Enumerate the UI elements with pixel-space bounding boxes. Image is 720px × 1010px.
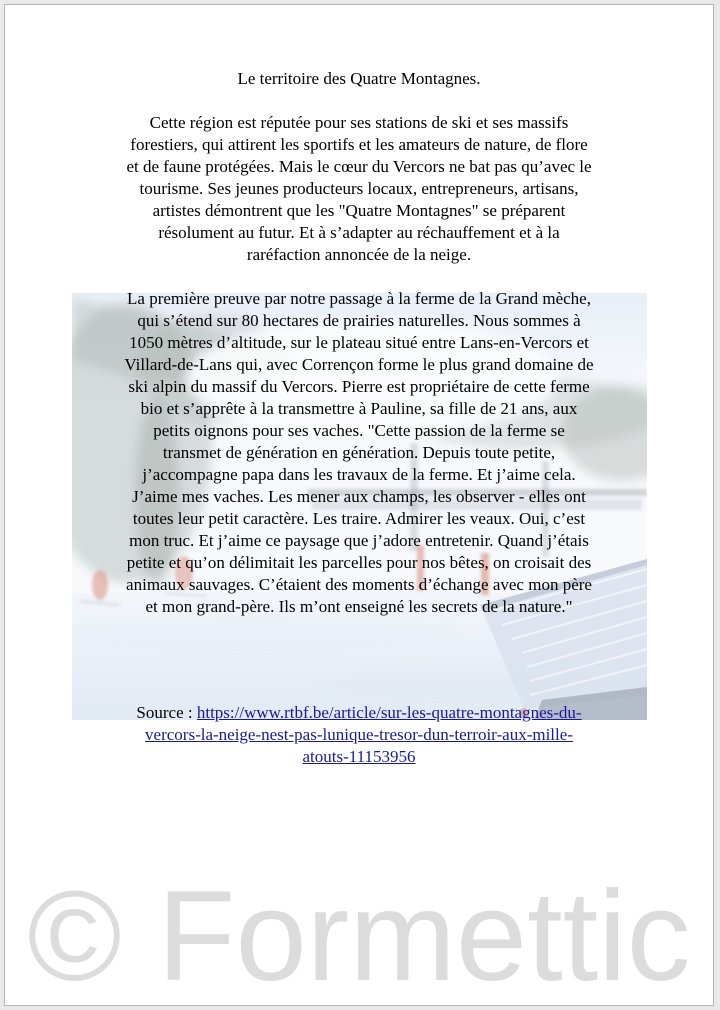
document-content: [5, 5, 713, 768]
intro-paragraph: Cette région est réputée pour ses stations de ski et ses massifs forestiers, qui attirent les sportifs et les amateurs de nature, de flore et de faune protégées. Mais le cœur du Vercors ne bat pas qu’avec le tourisme. Ses jeunes producteurs locaux, entrepreneurs, artisans, artistes démontrent que les "Quatre Montagnes" se préparent résolument au futur. Et à s’adapter au réchauffement et à la raréfaction annoncée de la neige.: [126, 113, 592, 264]
source-link[interactable]: https://www.rtbf.be/article/sur-les-quatre-montagnes-du-vercors-la-neige-nest-pas-lunique-tresor-dun-terroir-aux-mille-atouts-11153956: [145, 703, 582, 766]
source-line: [124, 702, 594, 768]
page-title: Le territoire des Quatre Montagnes.: [237, 69, 481, 88]
copyright-watermark: © Formettic: [27, 865, 691, 1006]
document-page: [4, 4, 714, 1006]
source-label: Source :: [136, 703, 197, 722]
farm-story-paragraph: La première preuve par notre passage à la ferme de la Grand mèche, qui s’étend sur 80 hectares de prairies naturelles. Nous sommes à 1050 mètres d’altitude, sur le plateau situé entre Lans-en-Vercors et Villard-de-Lans qui, avec Corrençon forme le plus grand domaine de ski alpin du massif du Vercors. Pierre est propriétaire de cette ferme bio et s’apprête à la transmettre à Pauline, sa fille de 21 ans, aux petits oignons pour ses vaches. "Cette passion de la ferme se transmet de génération en génération. Depuis toute petite, j’accompagne papa dans les travaux de la ferme. Et j’aime cela. J’aime mes vaches. Les mener aux champs, les observer - elles ont toutes leur petit caractère. Les traire. Admirer les veaux. Oui, c’est mon truc. Et j’aime ce paysage que j’adore entretenir. Quand j’étais petite et qu’on délimitait les parcelles pour nos bêtes, on croisait des animaux sauvages. C’étaient des moments d’échange avec mon père et mon grand-père. Ils m’ont enseigné les secrets de la nature.": [124, 289, 594, 616]
